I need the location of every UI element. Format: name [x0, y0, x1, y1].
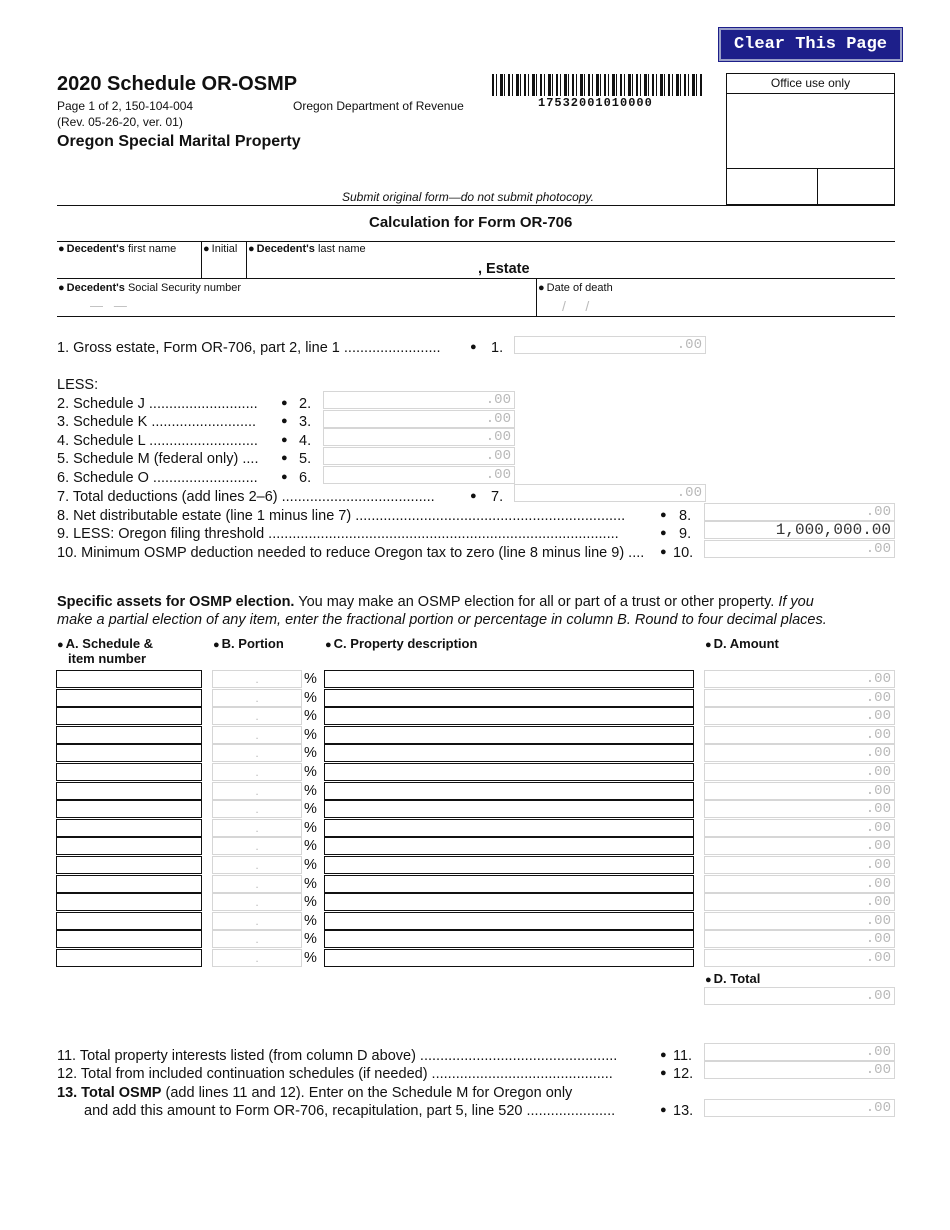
amount-input[interactable]: .00	[704, 856, 895, 874]
percent-sign: %	[304, 876, 317, 892]
form-title: 2020 Schedule OR-OSMP	[57, 73, 298, 95]
line1-num: 1.	[491, 340, 504, 356]
barcode-image	[492, 74, 702, 96]
d-total-label: ● D. Total	[705, 971, 760, 986]
line13-num: 13.	[673, 1103, 694, 1119]
line8-bullet	[660, 506, 669, 522]
line1-bullet	[470, 338, 479, 354]
line3-bullet	[281, 412, 290, 428]
line8-input[interactable]: .00	[704, 503, 895, 521]
first-name-label: ● Decedent's first name	[58, 243, 176, 255]
clear-page-button[interactable]: Clear This Page	[719, 28, 902, 61]
revision: (Rev. 05-26-20, ver. 01)	[57, 115, 183, 129]
portion-input[interactable]: .	[212, 782, 302, 800]
line4-input[interactable]: .00	[323, 428, 515, 446]
d-total-input[interactable]: .00	[704, 987, 895, 1005]
percent-sign: %	[304, 783, 317, 799]
amount-input[interactable]: .00	[704, 930, 895, 948]
percent-sign: %	[304, 913, 317, 929]
schedule-item-input[interactable]	[56, 800, 202, 818]
property-description-input[interactable]	[324, 837, 694, 855]
line9-bullet	[660, 524, 669, 540]
line5-bullet	[281, 449, 290, 465]
schedule-item-input[interactable]	[56, 875, 202, 893]
schedule-item-input[interactable]	[56, 763, 202, 781]
schedule-item-input[interactable]	[56, 949, 202, 967]
calc-title: Calculation for Form OR-706	[369, 214, 573, 231]
property-description-input[interactable]	[324, 670, 694, 688]
portion-input[interactable]: .	[212, 707, 302, 725]
amount-input[interactable]: .00	[704, 800, 895, 818]
portion-input[interactable]: .	[212, 930, 302, 948]
percent-sign: %	[304, 820, 317, 836]
line6-bullet	[281, 468, 290, 484]
percent-sign: %	[304, 931, 317, 947]
amount-input[interactable]: .00	[704, 763, 895, 781]
office-use-split	[727, 168, 894, 205]
percent-sign: %	[304, 671, 317, 687]
schedule-item-input[interactable]	[56, 837, 202, 855]
line11-label: 11. Total property interests listed (from column D above) .................................................	[57, 1048, 618, 1064]
percent-sign: %	[304, 801, 317, 817]
col-a-header: ● A. Schedule &	[57, 636, 153, 651]
line10-bullet	[660, 543, 669, 559]
line8-label: 8. Net distributable estate (line 1 minus line 7) ...................................................................	[57, 508, 626, 524]
line12-bullet	[660, 1064, 669, 1080]
schedule-item-input[interactable]	[56, 912, 202, 930]
department-name: Oregon Department of Revenue	[293, 99, 464, 113]
property-description-input[interactable]	[324, 912, 694, 930]
portion-input[interactable]: .	[212, 893, 302, 911]
line13-label: 13. Total OSMP (add lines 11 and 12). Enter on the Schedule M for Oregon only	[57, 1085, 573, 1101]
amount-input[interactable]: .00	[704, 837, 895, 855]
less-label: LESS:	[57, 377, 99, 393]
property-description-input[interactable]	[324, 707, 694, 725]
portion-input[interactable]: .	[212, 689, 302, 707]
line6-label: 6. Schedule O ..........................	[57, 470, 258, 486]
schedule-item-input[interactable]	[56, 893, 202, 911]
ssn-field[interactable]: — —	[90, 298, 127, 313]
office-use-box	[726, 73, 895, 205]
percent-sign: %	[304, 857, 317, 873]
line7-num: 7.	[491, 489, 504, 505]
col-b-header: ● B. Portion	[213, 636, 284, 651]
schedule-item-input[interactable]	[56, 689, 202, 707]
schedule-item-input[interactable]	[56, 744, 202, 762]
line9-threshold-value: 1,000,000.00	[704, 521, 895, 539]
barcode-number: 17532001010000	[538, 96, 653, 110]
amount-input[interactable]: .00	[704, 912, 895, 930]
line4-num: 4.	[299, 433, 312, 449]
line4-bullet	[281, 431, 290, 447]
schedule-item-input[interactable]	[56, 670, 202, 688]
percent-sign: %	[304, 838, 317, 854]
schedule-item-input[interactable]	[56, 930, 202, 948]
line11-input[interactable]: .00	[704, 1043, 895, 1061]
line6-input[interactable]: .00	[323, 466, 515, 484]
line12-input[interactable]: .00	[704, 1061, 895, 1079]
property-description-input[interactable]	[324, 689, 694, 707]
property-description-input[interactable]	[324, 763, 694, 781]
portion-input[interactable]: .	[212, 912, 302, 930]
line12-num: 12.	[673, 1066, 694, 1082]
property-description-input[interactable]	[324, 875, 694, 893]
line6-num: 6.	[299, 470, 312, 486]
amount-input[interactable]: .00	[704, 707, 895, 725]
office-use-label: Office use only	[727, 74, 894, 94]
form-subtitle: Oregon Special Marital Property	[57, 133, 301, 150]
property-description-input[interactable]	[324, 949, 694, 967]
amount-input[interactable]: .00	[704, 875, 895, 893]
assets-intro-2: make a partial election of any item, enter the fractional portion or percentage in column B. Round to four decimal places.	[57, 612, 827, 628]
divider	[57, 316, 895, 317]
divider	[57, 241, 895, 242]
amount-input[interactable]: .00	[704, 782, 895, 800]
last-name-label: ● Decedent's last name	[248, 243, 366, 255]
divider	[57, 205, 895, 206]
property-description-input[interactable]	[324, 782, 694, 800]
col-c-header: ● C. Property description	[325, 636, 477, 651]
portion-input[interactable]: .	[212, 949, 302, 967]
line10-label: 10. Minimum OSMP deduction needed to reduce Oregon tax to zero (line 8 minus line 9) ....	[57, 545, 645, 561]
divider	[536, 278, 537, 316]
line5-num: 5.	[299, 451, 312, 467]
property-description-input[interactable]	[324, 726, 694, 744]
amount-input[interactable]: .00	[704, 949, 895, 967]
schedule-item-input[interactable]	[56, 782, 202, 800]
portion-input[interactable]: .	[212, 856, 302, 874]
schedule-item-input[interactable]	[56, 856, 202, 874]
amount-input[interactable]: .00	[704, 893, 895, 911]
property-description-input[interactable]	[324, 893, 694, 911]
line10-num: 10.	[673, 545, 694, 561]
line1-label: 1. Gross estate, Form OR-706, part 2, line 1 ........................	[57, 340, 441, 356]
col-a-header-2: item number	[68, 651, 147, 666]
portion-input[interactable]: .	[212, 726, 302, 744]
line2-input[interactable]: .00	[323, 391, 515, 409]
percent-sign: %	[304, 690, 317, 706]
schedule-item-input[interactable]	[56, 726, 202, 744]
line1-input[interactable]: .00	[514, 336, 706, 354]
percent-sign: %	[304, 708, 317, 724]
line4-label: 4. Schedule L ...........................	[57, 433, 258, 449]
percent-sign: %	[304, 727, 317, 743]
line7-input[interactable]: .00	[514, 484, 706, 502]
portion-input[interactable]: .	[212, 837, 302, 855]
assets-intro: Specific assets for OSMP election. You may make an OSMP election for all or part of a trust or other property. If you	[57, 594, 814, 610]
line13-bullet	[660, 1101, 669, 1117]
line13-label-2: and add this amount to Form OR-706, recapitulation, part 5, line 520 ......................	[84, 1103, 616, 1119]
schedule-item-input[interactable]	[56, 819, 202, 837]
submit-note: Submit original form—do not submit photocopy.	[342, 190, 594, 204]
line13-input[interactable]: .00	[704, 1099, 895, 1117]
property-description-input[interactable]	[324, 800, 694, 818]
line5-label: 5. Schedule M (federal only) ....	[57, 451, 259, 467]
line2-num: 2.	[299, 396, 312, 412]
initial-label: ● Initial	[203, 243, 237, 255]
line10-input[interactable]: .00	[704, 540, 895, 558]
property-description-input[interactable]	[324, 819, 694, 837]
portion-input[interactable]: .	[212, 763, 302, 781]
portion-input[interactable]: .	[212, 744, 302, 762]
percent-sign: %	[304, 764, 317, 780]
amount-input[interactable]: .00	[704, 670, 895, 688]
portion-input[interactable]: .	[212, 819, 302, 837]
percent-sign: %	[304, 950, 317, 966]
line9-label: 9. LESS: Oregon filing threshold .......................................................................................	[57, 526, 619, 542]
col-d-header: ● D. Amount	[705, 636, 779, 651]
amount-input[interactable]: .00	[704, 689, 895, 707]
line11-bullet	[660, 1046, 669, 1062]
amount-input[interactable]: .00	[704, 726, 895, 744]
line3-num: 3.	[299, 414, 312, 430]
dod-label: ● Date of death	[538, 282, 613, 294]
property-description-input[interactable]	[324, 744, 694, 762]
line12-label: 12. Total from included continuation schedules (if needed) .............................................	[57, 1066, 613, 1082]
line5-input[interactable]: .00	[323, 447, 515, 465]
line2-bullet	[281, 394, 290, 410]
portion-input[interactable]: .	[212, 875, 302, 893]
line9-num: 9.	[679, 526, 692, 542]
divider	[57, 278, 895, 279]
property-description-input[interactable]	[324, 856, 694, 874]
schedule-item-input[interactable]	[56, 707, 202, 725]
percent-sign: %	[304, 894, 317, 910]
page-info: Page 1 of 2, 150-104-004	[57, 99, 194, 113]
percent-sign: %	[304, 745, 317, 761]
divider	[201, 241, 202, 278]
property-description-input[interactable]	[324, 930, 694, 948]
line8-num: 8.	[679, 508, 692, 524]
line11-num: 11.	[673, 1048, 693, 1064]
line7-label: 7. Total deductions (add lines 2–6) ......................................	[57, 489, 435, 505]
portion-input[interactable]: .	[212, 670, 302, 688]
line7-bullet	[470, 487, 479, 503]
line3-label: 3. Schedule K ..........................	[57, 414, 257, 430]
amount-input[interactable]: .00	[704, 819, 895, 837]
divider	[246, 241, 247, 278]
date-of-death-field[interactable]: / /	[562, 298, 590, 314]
line3-input[interactable]: .00	[323, 410, 515, 428]
ssn-label: ● Decedent's Social Security number	[58, 282, 241, 294]
line2-label: 2. Schedule J ...........................	[57, 396, 258, 412]
portion-input[interactable]: .	[212, 800, 302, 818]
estate-suffix: , Estate	[478, 261, 530, 277]
amount-input[interactable]: .00	[704, 744, 895, 762]
